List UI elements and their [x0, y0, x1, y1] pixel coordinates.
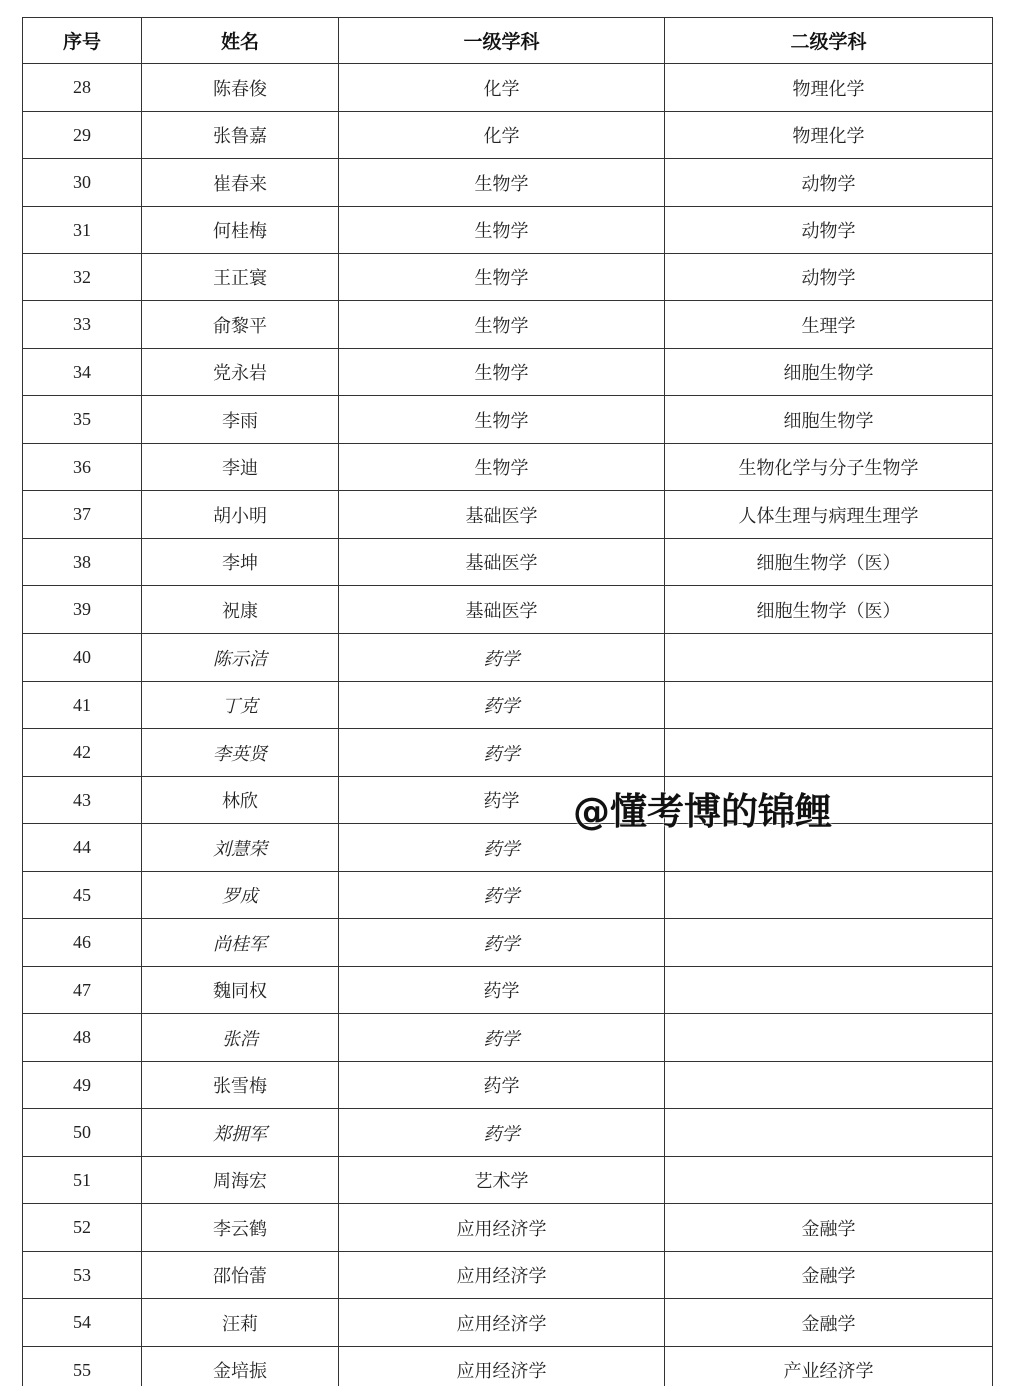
cell-secondary-discipline — [665, 682, 993, 729]
cell-primary-discipline: 药学 — [339, 634, 665, 682]
cell-index: 33 — [23, 301, 142, 349]
cell-name: 陈示洁 — [142, 634, 339, 682]
table-row — [23, 777, 993, 824]
cell-name: 魏同权 — [142, 967, 339, 1014]
cell-secondary-discipline: 动物学 — [665, 254, 993, 301]
cell-index: 29 — [23, 112, 142, 159]
cell-primary-discipline: 药学 — [339, 1014, 665, 1062]
cell-primary-discipline: 药学 — [339, 682, 665, 729]
cell-name: 张雪梅 — [142, 1062, 339, 1109]
table-row — [23, 349, 993, 396]
cell-index: 30 — [23, 159, 142, 207]
cell-name: 党永岩 — [142, 349, 339, 396]
cell-index: 41 — [23, 682, 142, 729]
table-row — [23, 112, 993, 159]
cell-primary-discipline: 药学 — [339, 919, 665, 967]
cell-secondary-discipline — [665, 634, 993, 682]
cell-secondary-discipline: 细胞生物学 — [665, 396, 993, 444]
cell-secondary-discipline: 物理化学 — [665, 64, 993, 112]
cell-secondary-discipline: 产业经济学 — [665, 1347, 993, 1386]
table-row — [23, 1204, 993, 1252]
table-row — [23, 872, 993, 919]
cell-secondary-discipline — [665, 919, 993, 967]
cell-primary-discipline: 应用经济学 — [339, 1204, 665, 1252]
cell-index: 48 — [23, 1014, 142, 1062]
cell-secondary-discipline — [665, 967, 993, 1014]
cell-primary-discipline: 应用经济学 — [339, 1347, 665, 1386]
cell-primary-discipline: 生物学 — [339, 159, 665, 207]
table-row — [23, 64, 993, 112]
cell-index: 47 — [23, 967, 142, 1014]
cell-index: 28 — [23, 64, 142, 112]
cell-secondary-discipline — [665, 1157, 993, 1204]
table-row — [23, 159, 993, 207]
cell-secondary-discipline: 金融学 — [665, 1299, 993, 1347]
cell-primary-discipline: 药学 — [339, 824, 665, 872]
cell-name: 李迪 — [142, 444, 339, 491]
cell-primary-discipline: 基础医学 — [339, 539, 665, 586]
cell-primary-discipline: 药学 — [339, 777, 665, 824]
cell-index: 34 — [23, 349, 142, 396]
table-body — [23, 64, 993, 1386]
table-row — [23, 444, 993, 491]
cell-primary-discipline: 药学 — [339, 729, 665, 777]
table-row — [23, 1347, 993, 1386]
header-index: 序号 — [23, 18, 142, 64]
table-row — [23, 1062, 993, 1109]
cell-primary-discipline: 药学 — [339, 967, 665, 1014]
cell-index: 50 — [23, 1109, 142, 1157]
cell-index: 51 — [23, 1157, 142, 1204]
cell-name: 祝康 — [142, 586, 339, 634]
cell-index: 40 — [23, 634, 142, 682]
cell-primary-discipline: 基础医学 — [339, 586, 665, 634]
cell-index: 43 — [23, 777, 142, 824]
cell-primary-discipline: 生物学 — [339, 207, 665, 254]
table-row — [23, 1299, 993, 1347]
cell-name: 李英贤 — [142, 729, 339, 777]
cell-index: 35 — [23, 396, 142, 444]
cell-primary-discipline: 生物学 — [339, 396, 665, 444]
header-name: 姓名 — [142, 18, 339, 64]
cell-primary-discipline: 艺术学 — [339, 1157, 665, 1204]
table-row — [23, 1109, 993, 1157]
cell-name: 李云鹤 — [142, 1204, 339, 1252]
cell-secondary-discipline — [665, 872, 993, 919]
watermark-text: @懂考博的锦鲤 — [573, 790, 832, 833]
table-row — [23, 682, 993, 729]
cell-secondary-discipline: 细胞生物学（医） — [665, 586, 993, 634]
cell-primary-discipline: 药学 — [339, 1062, 665, 1109]
cell-index: 54 — [23, 1299, 142, 1347]
cell-name: 丁克 — [142, 682, 339, 729]
table-row — [23, 396, 993, 444]
cell-secondary-discipline: 细胞生物学 — [665, 349, 993, 396]
table-row — [23, 207, 993, 254]
table-row — [23, 301, 993, 349]
cell-primary-discipline: 生物学 — [339, 254, 665, 301]
cell-primary-discipline: 基础医学 — [339, 491, 665, 539]
cell-name: 汪莉 — [142, 1299, 339, 1347]
cell-primary-discipline: 应用经济学 — [339, 1299, 665, 1347]
cell-secondary-discipline: 金融学 — [665, 1252, 993, 1299]
cell-index: 55 — [23, 1347, 142, 1386]
cell-secondary-discipline — [665, 824, 993, 872]
table-row — [23, 824, 993, 872]
cell-primary-discipline: 生物学 — [339, 444, 665, 491]
cell-secondary-discipline — [665, 1109, 993, 1157]
table-row — [23, 539, 993, 586]
table-row — [23, 1014, 993, 1062]
cell-index: 46 — [23, 919, 142, 967]
cell-name: 陈春俊 — [142, 64, 339, 112]
cell-primary-discipline: 化学 — [339, 64, 665, 112]
cell-index: 31 — [23, 207, 142, 254]
cell-index: 39 — [23, 586, 142, 634]
cell-name: 金培振 — [142, 1347, 339, 1386]
cell-name: 尚桂军 — [142, 919, 339, 967]
cell-secondary-discipline: 生物化学与分子生物学 — [665, 444, 993, 491]
cell-index: 52 — [23, 1204, 142, 1252]
cell-index: 45 — [23, 872, 142, 919]
cell-name: 罗成 — [142, 872, 339, 919]
cell-index: 44 — [23, 824, 142, 872]
header-secondary-discipline: 二级学科 — [665, 18, 993, 64]
header-primary-discipline: 一级学科 — [339, 18, 665, 64]
cell-name: 何桂梅 — [142, 207, 339, 254]
table-row — [23, 729, 993, 777]
cell-name: 崔春来 — [142, 159, 339, 207]
cell-name: 胡小明 — [142, 491, 339, 539]
cell-primary-discipline: 化学 — [339, 112, 665, 159]
table-row — [23, 967, 993, 1014]
cell-secondary-discipline: 动物学 — [665, 159, 993, 207]
cell-primary-discipline: 生物学 — [339, 349, 665, 396]
table-row — [23, 634, 993, 682]
cell-secondary-discipline — [665, 1062, 993, 1109]
table-row — [23, 254, 993, 301]
cell-index: 49 — [23, 1062, 142, 1109]
cell-name: 刘慧荣 — [142, 824, 339, 872]
faculty-table — [22, 17, 993, 1386]
table-row — [23, 1157, 993, 1204]
table-row — [23, 919, 993, 967]
cell-primary-discipline: 应用经济学 — [339, 1252, 665, 1299]
table-header-row — [23, 18, 993, 64]
cell-name: 周海宏 — [142, 1157, 339, 1204]
table-row — [23, 1252, 993, 1299]
cell-name: 郑拥军 — [142, 1109, 339, 1157]
cell-secondary-discipline: 生理学 — [665, 301, 993, 349]
cell-index: 38 — [23, 539, 142, 586]
cell-secondary-discipline — [665, 1014, 993, 1062]
cell-primary-discipline: 生物学 — [339, 301, 665, 349]
cell-index: 32 — [23, 254, 142, 301]
cell-index: 37 — [23, 491, 142, 539]
table-row — [23, 586, 993, 634]
cell-secondary-discipline: 细胞生物学（医） — [665, 539, 993, 586]
cell-name: 李坤 — [142, 539, 339, 586]
cell-secondary-discipline: 物理化学 — [665, 112, 993, 159]
cell-name: 张浩 — [142, 1014, 339, 1062]
cell-secondary-discipline: 动物学 — [665, 207, 993, 254]
table-row — [23, 491, 993, 539]
cell-name: 林欣 — [142, 777, 339, 824]
cell-index: 53 — [23, 1252, 142, 1299]
cell-index: 42 — [23, 729, 142, 777]
cell-secondary-discipline: 人体生理与病理生理学 — [665, 491, 993, 539]
cell-name: 张鲁嘉 — [142, 112, 339, 159]
cell-secondary-discipline: 金融学 — [665, 1204, 993, 1252]
cell-name: 邵怡蕾 — [142, 1252, 339, 1299]
cell-index: 36 — [23, 444, 142, 491]
cell-primary-discipline: 药学 — [339, 1109, 665, 1157]
cell-primary-discipline: 药学 — [339, 872, 665, 919]
cell-name: 王正寰 — [142, 254, 339, 301]
cell-name: 俞黎平 — [142, 301, 339, 349]
cell-secondary-discipline — [665, 777, 993, 824]
cell-secondary-discipline — [665, 729, 993, 777]
cell-name: 李雨 — [142, 396, 339, 444]
